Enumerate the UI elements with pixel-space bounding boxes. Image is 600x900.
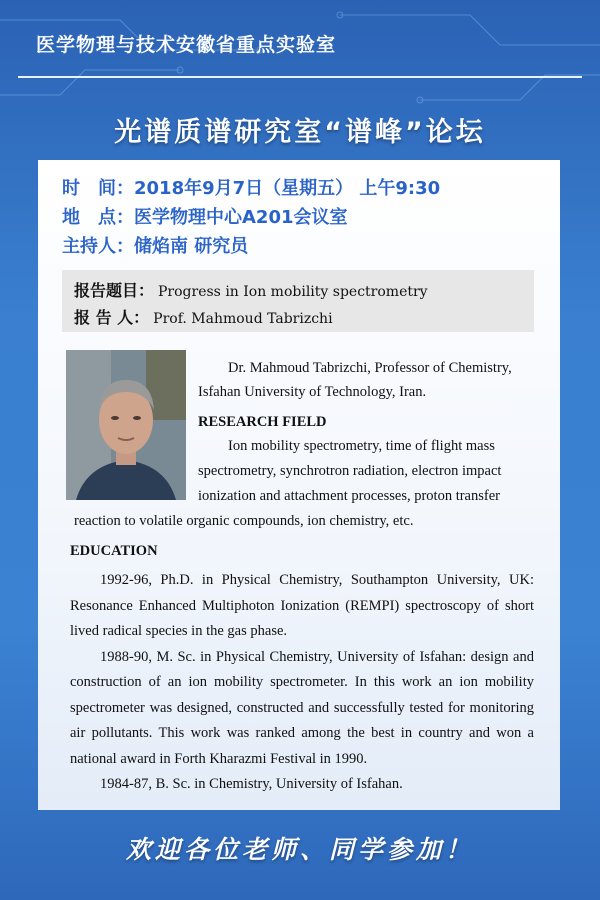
education-item: 1984-87, B. Sc. in Chemistry, University of Isfahan. [100,776,403,792]
event-place-row [62,203,440,232]
event-info [62,174,440,261]
event-time-row [62,174,440,203]
topic-value: Progress in Ion mobility spectrometry [158,284,428,300]
education-item: 1992-96, Ph.D. in Physical Chemistry, Southampton University, UK: Resonance Enhanced Multiphoton Ionization (REMPI) spectroscopy of short lived radical species in the gas phase. [70,572,534,639]
research-line: ionization and attachment processes, proton transfer [198,488,500,504]
welcome-banner: 欢迎各位老师、同学参加！ [125,835,474,864]
header-divider [18,76,582,78]
research-heading: RESEARCH FIELD [198,414,327,430]
report-speaker-row [74,305,333,328]
intro-line: Isfahan University of Technology, Iran. [198,384,427,400]
event-host-row [62,232,440,261]
place-label: 地 点： [62,207,134,228]
research-line: Ion mobility spectrometry, time of flight mass [228,438,495,454]
topic-label: 报告题目： [74,281,155,300]
research-line: spectrometry, synchrotron radiation, electron impact [198,463,502,479]
host-value: 储焰南 研究员 [134,236,249,257]
report-topic-row [74,278,428,301]
host-label: 主持人： [62,236,134,257]
report-box [62,270,534,332]
speaker-intro [198,356,534,404]
research-text [74,434,534,534]
place-value: 医学物理中心A201会议室 [134,207,348,228]
intro-line: Dr. Mahmoud Tabrizchi, Professor of Chemistry, [228,360,512,376]
research-line: reaction to volatile organic compounds, ion chemistry, etc. [74,513,414,529]
lab-name: 医学物理与技术安徽省重点实验室 [36,34,337,56]
education-item: 1988-90, M. Sc. in Physical Chemistry, University of Isfahan: design and construction of an ion mobility spectrometer. In this work an ion mobility spectrometer was designed, constructed and successfully tested for monitoring air pollutants. This work was ranked among the best in country and won a national award in Forth Kharazmi Festival in 1990. [70,648,534,767]
content-panel [38,160,560,810]
speaker-value: Prof. Mahmoud Tabrizchi [153,311,333,327]
speaker-label: 报 告 人： [74,308,150,327]
time-value: 2018年9月7日（星期五） 上午9:30 [134,178,441,199]
time-label: 时 间： [62,178,134,199]
education-list [70,568,534,798]
forum-title: 光谱质谱研究室“谱峰”论坛 [114,117,486,148]
education-heading: EDUCATION [70,543,158,559]
